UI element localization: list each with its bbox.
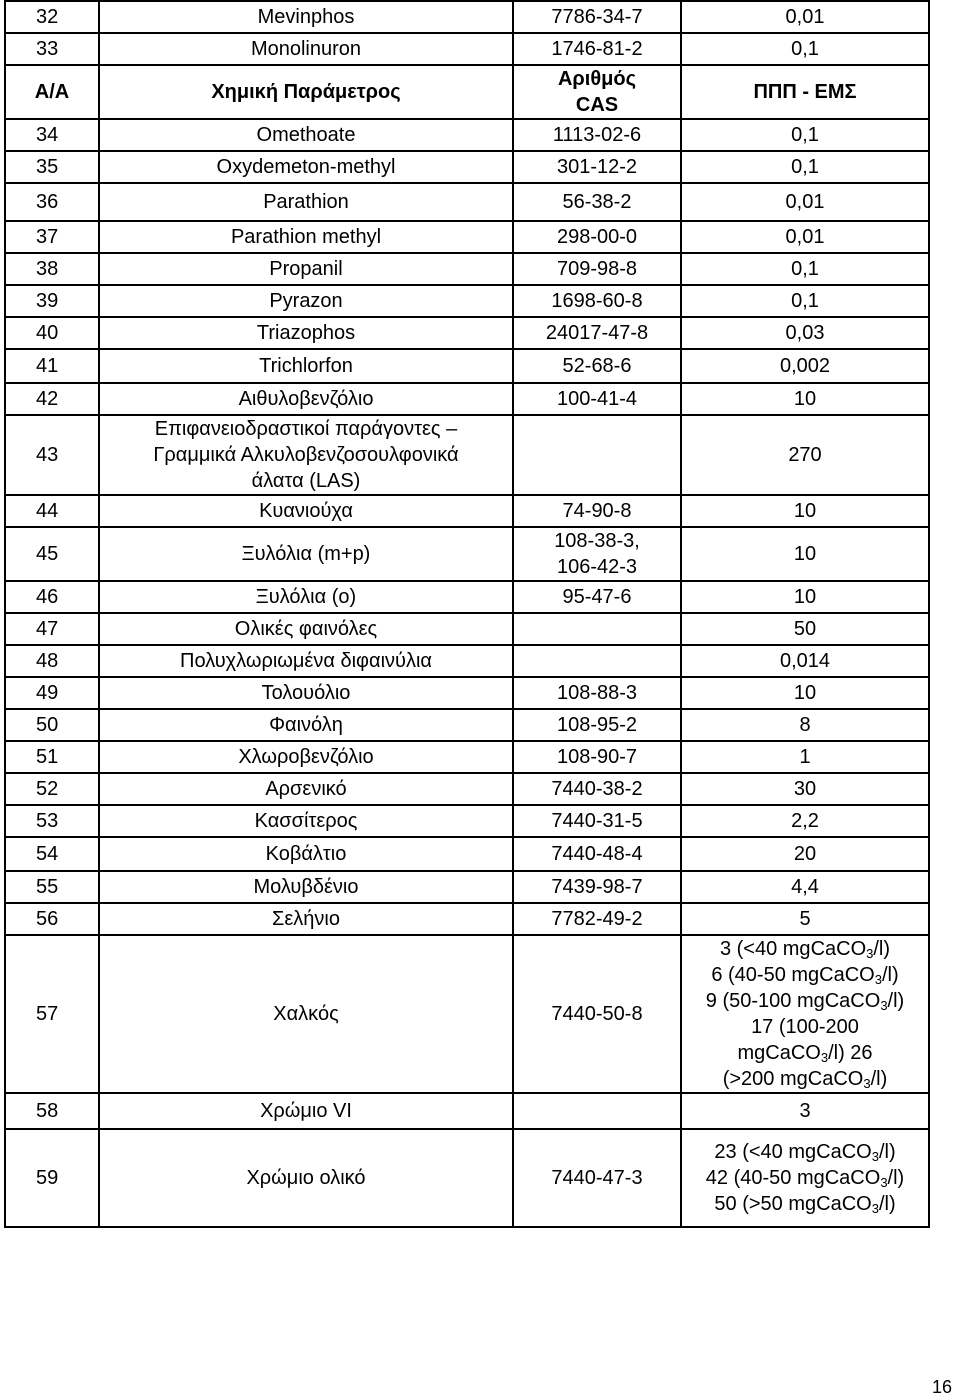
cas-number-cell: 74-90-8 [513, 495, 681, 527]
limit-value-cell: 0,1 [681, 119, 929, 151]
row-number-cell: 36 [5, 183, 99, 221]
table-row [5, 645, 929, 677]
cas-number-cell: 1746-81-2 [513, 33, 681, 65]
parameters-table [4, 0, 930, 1228]
parameter-name-cell: Χλωροβενζόλιο [99, 741, 513, 773]
row-number-cell: 47 [5, 613, 99, 645]
row-number-cell: 44 [5, 495, 99, 527]
table-row [5, 935, 929, 1093]
limit-value-cell: 0,1 [681, 33, 929, 65]
parameter-name-cell: Κυανιούχα [99, 495, 513, 527]
parameter-name-cell: Χαλκός [99, 935, 513, 1093]
limit-value-cell: 0,014 [681, 645, 929, 677]
parameter-name-cell: Pyrazon [99, 285, 513, 317]
cas-number-cell: 7786-34-7 [513, 1, 681, 33]
cas-number-cell [513, 613, 681, 645]
parameter-name-cell: Monolinuron [99, 33, 513, 65]
table-row [5, 613, 929, 645]
parameter-name-cell: Φαινόλη [99, 709, 513, 741]
cas-number-cell: 7440-31-5 [513, 805, 681, 837]
cas-number-cell: 709-98-8 [513, 253, 681, 285]
row-number-cell: 46 [5, 581, 99, 613]
parameter-name-cell: Ξυλόλια (o) [99, 581, 513, 613]
row-number-cell: 42 [5, 383, 99, 415]
cas-number-cell: 7440-38-2 [513, 773, 681, 805]
row-number-cell: 45 [5, 527, 99, 581]
row-number-cell: 51 [5, 741, 99, 773]
parameter-name-cell: Ολικές φαινόλες [99, 613, 513, 645]
limit-value-cell: 8 [681, 709, 929, 741]
parameter-name-cell: Αρσενικό [99, 773, 513, 805]
parameter-name-cell: Χρώμιο VI [99, 1093, 513, 1129]
row-number-cell: 38 [5, 253, 99, 285]
table-row [5, 1, 929, 33]
cas-number-cell: 7439-98-7 [513, 871, 681, 903]
parameter-name-cell: Mevinphos [99, 1, 513, 33]
limit-value-cell: 23 (<40 mgCaCO$_3$/l) 42 (40-50 mgCaCO$_3$/l) 50 (>50 mgCaCO$_3$/l) [681, 1129, 929, 1227]
table-row [5, 1129, 929, 1227]
page-number: 16 [931, 1377, 952, 1397]
row-number-cell: 50 [5, 709, 99, 741]
table-row [5, 151, 929, 183]
table-row [5, 33, 929, 65]
table-row [5, 495, 929, 527]
limit-value-cell: 3 [681, 1093, 929, 1129]
limit-value-cell: 10 [681, 527, 929, 581]
limit-value-cell: 0,1 [681, 253, 929, 285]
cas-number-cell: 108-90-7 [513, 741, 681, 773]
table-row [5, 871, 929, 903]
parameter-name-cell: Omethoate [99, 119, 513, 151]
cas-number-cell: 7440-47-3 [513, 1129, 681, 1227]
row-number-cell: 37 [5, 221, 99, 253]
limit-value-cell: ΠΠΠ - ΕΜΣ [681, 65, 929, 119]
limit-value-cell: 270 [681, 415, 929, 495]
parameter-name-cell: Trichlorfon [99, 349, 513, 383]
table-row [5, 837, 929, 871]
cas-number-cell: 56-38-2 [513, 183, 681, 221]
table-row [5, 773, 929, 805]
table-row [5, 415, 929, 495]
row-number-cell: 55 [5, 871, 99, 903]
limit-value-cell: 3 (<40 mgCaCO$_3$/l) 6 (40-50 mgCaCO$_3$/l) 9 (50-100 mgCaCO$_3$/l) 17 (100-200 mgCaCO$_3$/l) 26 (>200 mgCaCO$_3$/l) [681, 935, 929, 1093]
parameter-name-cell: Αιθυλοβενζόλιο [99, 383, 513, 415]
table-row [5, 183, 929, 221]
limit-value-cell: 4,4 [681, 871, 929, 903]
parameter-name-cell: Χρώμιο ολικό [99, 1129, 513, 1227]
parameter-name-cell: Μολυβδένιο [99, 871, 513, 903]
limit-value-cell: 0,01 [681, 221, 929, 253]
cas-number-cell [513, 1093, 681, 1129]
table-row [5, 709, 929, 741]
parameter-name-cell: Πολυχλωριωμένα διφαινύλια [99, 645, 513, 677]
row-number-cell: 56 [5, 903, 99, 935]
cas-number-cell [513, 645, 681, 677]
parameter-name-cell: Επιφανειοδραστικοί παράγοντες – Γραμμικά Αλκυλοβενζοσουλφονικά άλατα (LAS) [99, 415, 513, 495]
table-body [5, 1, 929, 1227]
table-row [5, 119, 929, 151]
table-row [5, 581, 929, 613]
parameter-name-cell: Σελήνιο [99, 903, 513, 935]
parameter-name-cell: Χημική Παράμετρος [99, 65, 513, 119]
row-number-cell: 54 [5, 837, 99, 871]
row-number-cell: 53 [5, 805, 99, 837]
table-row [5, 741, 929, 773]
table-row [5, 527, 929, 581]
parameter-name-cell: Κασσίτερος [99, 805, 513, 837]
limit-value-cell: 0,1 [681, 151, 929, 183]
cas-number-cell: 52-68-6 [513, 349, 681, 383]
cas-number-cell: 301-12-2 [513, 151, 681, 183]
table-row [5, 805, 929, 837]
row-number-cell: 39 [5, 285, 99, 317]
table-row [5, 677, 929, 709]
row-number-cell: 48 [5, 645, 99, 677]
cas-number-cell: 1698-60-8 [513, 285, 681, 317]
table-row [5, 221, 929, 253]
cas-number-cell: 108-88-3 [513, 677, 681, 709]
limit-value-cell: 10 [681, 383, 929, 415]
cas-number-cell: 298-00-0 [513, 221, 681, 253]
cas-number-cell: 95-47-6 [513, 581, 681, 613]
parameter-name-cell: Triazophos [99, 317, 513, 349]
cas-number-cell: Αριθμός CAS [513, 65, 681, 119]
row-number-cell: 43 [5, 415, 99, 495]
parameter-name-cell: Propanil [99, 253, 513, 285]
parameter-name-cell: Parathion [99, 183, 513, 221]
limit-value-cell: 5 [681, 903, 929, 935]
row-number-cell: 59 [5, 1129, 99, 1227]
cas-number-cell: 1113-02-6 [513, 119, 681, 151]
parameter-name-cell: Ξυλόλια (m+p) [99, 527, 513, 581]
table-header-row [5, 65, 929, 119]
parameter-name-cell: Oxydemeton-methyl [99, 151, 513, 183]
cas-number-cell: 100-41-4 [513, 383, 681, 415]
row-number-cell: 52 [5, 773, 99, 805]
limit-value-cell: 0,002 [681, 349, 929, 383]
limit-value-cell: 10 [681, 495, 929, 527]
table-row [5, 285, 929, 317]
limit-value-cell: 0,01 [681, 1, 929, 33]
limit-value-cell: 20 [681, 837, 929, 871]
limit-value-cell: 2,2 [681, 805, 929, 837]
limit-value-cell: 0,01 [681, 183, 929, 221]
cas-number-cell: 24017-47-8 [513, 317, 681, 349]
parameter-name-cell: Τολουόλιο [99, 677, 513, 709]
row-number-cell: 41 [5, 349, 99, 383]
table-row [5, 349, 929, 383]
cas-number-cell: 108-38-3, 106-42-3 [513, 527, 681, 581]
table-row [5, 1093, 929, 1129]
limit-value-cell: 0,03 [681, 317, 929, 349]
limit-value-cell: 10 [681, 581, 929, 613]
limit-value-cell: 30 [681, 773, 929, 805]
row-number-cell: Α/Α [5, 65, 99, 119]
row-number-cell: 33 [5, 33, 99, 65]
limit-value-cell: 1 [681, 741, 929, 773]
cas-number-cell: 7440-48-4 [513, 837, 681, 871]
table-row [5, 903, 929, 935]
row-number-cell: 58 [5, 1093, 99, 1129]
cas-number-cell [513, 415, 681, 495]
row-number-cell: 32 [5, 1, 99, 33]
table-row [5, 383, 929, 415]
cas-number-cell: 7782-49-2 [513, 903, 681, 935]
row-number-cell: 35 [5, 151, 99, 183]
table-row [5, 253, 929, 285]
cas-number-cell: 108-95-2 [513, 709, 681, 741]
row-number-cell: 40 [5, 317, 99, 349]
limit-value-cell: 10 [681, 677, 929, 709]
limit-value-cell: 50 [681, 613, 929, 645]
row-number-cell: 34 [5, 119, 99, 151]
table-row [5, 317, 929, 349]
row-number-cell: 57 [5, 935, 99, 1093]
cas-number-cell: 7440-50-8 [513, 935, 681, 1093]
parameter-name-cell: Parathion methyl [99, 221, 513, 253]
row-number-cell: 49 [5, 677, 99, 709]
limit-value-cell: 0,1 [681, 285, 929, 317]
parameter-name-cell: Κοβάλτιο [99, 837, 513, 871]
